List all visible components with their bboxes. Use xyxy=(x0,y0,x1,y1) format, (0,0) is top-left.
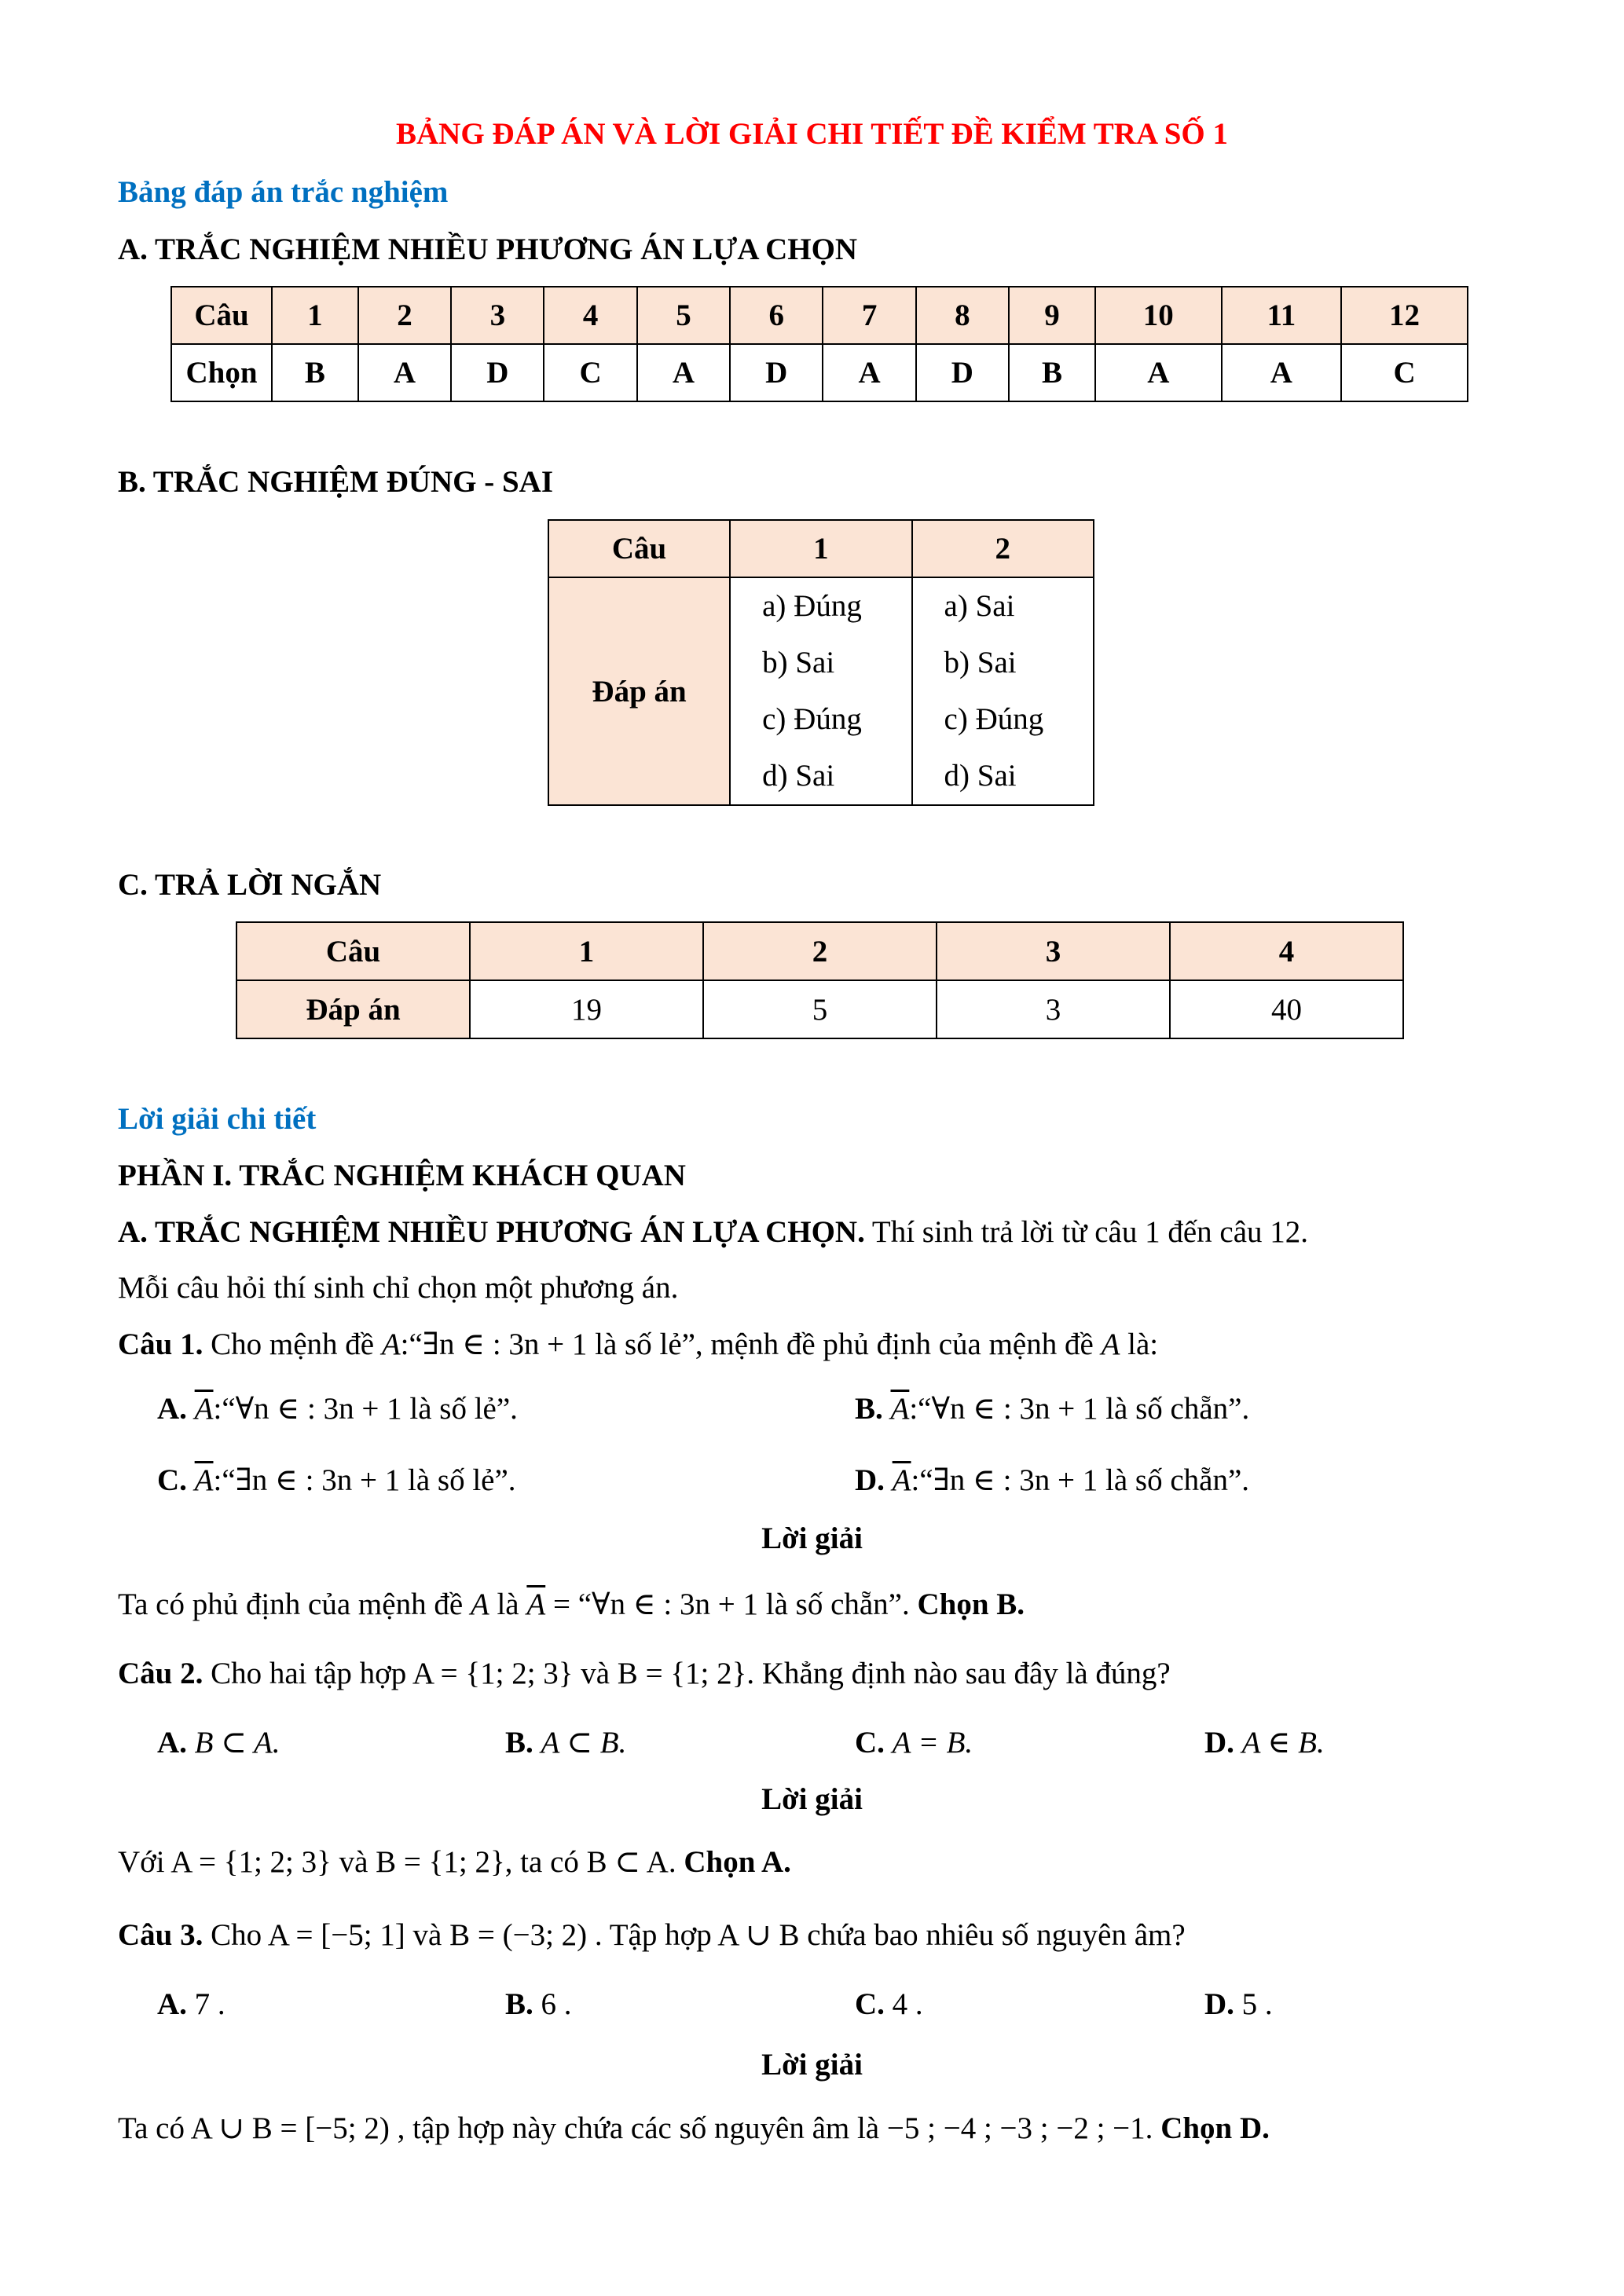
option-letter: A. xyxy=(157,1392,187,1426)
question-cell: 7 xyxy=(823,287,915,344)
answer-cell: C xyxy=(544,344,636,401)
negated-var: $\overline{A}$ xyxy=(194,1463,214,1497)
answer-cell: 19 xyxy=(470,980,703,1038)
option-text: A ∈ B. xyxy=(1241,1726,1325,1760)
answer-item: a) Sai xyxy=(944,589,1015,623)
question-cell: 4 xyxy=(544,287,636,344)
option-text: A ⊂ B. xyxy=(541,1726,627,1760)
part-1-intro xyxy=(118,1214,1308,1250)
question-cell: 2 xyxy=(912,520,1094,577)
question-2 xyxy=(118,1656,1171,1691)
answer-cell: 3 xyxy=(937,980,1170,1038)
solution-label: Lời giải xyxy=(761,1782,863,1816)
option-text: B ⊂ A. xyxy=(194,1726,280,1760)
solution-text: Ta có A ∪ B = [−5; 2) , tập hợp này chứa các số nguyên âm là −5 ; −4 ; −3 ; −2 ; −1. xyxy=(118,2111,1161,2145)
row-label: Câu xyxy=(236,922,470,980)
section-a-heading: A. TRẮC NGHIỆM NHIỀU PHƯƠNG ÁN LỰA CHỌN xyxy=(118,233,858,266)
math-var: A xyxy=(470,1587,489,1621)
answer-cell: D xyxy=(730,344,823,401)
solution-text: = “∀n ∈ : 3n + 1 là số chẵn”. xyxy=(545,1587,918,1621)
table-row-answers xyxy=(171,344,1468,401)
question-cell: 4 xyxy=(1170,922,1403,980)
question-cell: 5 xyxy=(637,287,730,344)
option-letter: B. xyxy=(855,1392,883,1426)
negated-var: $\overline{A}$ xyxy=(890,1392,910,1426)
part-1-intro-line2: Mỗi câu hỏi thí sinh chỉ chọn một phương án. xyxy=(118,1271,679,1305)
section-a-table xyxy=(170,286,1468,402)
answer-item: a) Đúng xyxy=(762,589,862,623)
option-d xyxy=(1204,1987,1273,2022)
answer-item: b) Sai xyxy=(944,646,1017,679)
question-cell: 1 xyxy=(730,520,911,577)
solution-text: Ta có phủ định của mệnh đề xyxy=(118,1587,471,1621)
option-c xyxy=(855,1987,923,2022)
solution-2 xyxy=(118,1844,791,1880)
option-letter: C. xyxy=(157,1463,187,1497)
question-label: Câu 1. xyxy=(118,1327,203,1361)
option-letter: B. xyxy=(505,1726,533,1760)
option-c xyxy=(157,1463,516,1498)
option-d xyxy=(855,1463,1249,1498)
solution-pick: Chọn D. xyxy=(1160,2111,1270,2145)
answer-cell: A xyxy=(637,344,730,401)
row-label: Chọn xyxy=(171,344,272,401)
option-letter: C. xyxy=(855,1987,885,2021)
option-a xyxy=(157,1725,280,1760)
answer-cell: A xyxy=(823,344,915,401)
math-var: A xyxy=(1101,1327,1120,1361)
option-letter: D. xyxy=(1204,1987,1234,2021)
question-cell: 10 xyxy=(1095,287,1222,344)
answer-cell: 5 xyxy=(703,980,937,1038)
solution-label: Lời giải xyxy=(761,1522,863,1555)
negated-var: $\overline{A}$ xyxy=(194,1392,214,1426)
option-b xyxy=(855,1391,1249,1426)
option-b xyxy=(505,1987,572,2022)
answer-cell: D xyxy=(451,344,544,401)
negated-var: $\overline{A}$ xyxy=(526,1587,546,1621)
question-cell: 1 xyxy=(470,922,703,980)
question-1 xyxy=(118,1327,1158,1362)
question-cell: 12 xyxy=(1341,287,1468,344)
option-d xyxy=(1204,1725,1325,1760)
solution-text: Với A = {1; 2; 3} và B = {1; 2}, ta có B ⊂ A. xyxy=(118,1845,684,1879)
table-row-questions xyxy=(548,520,1094,577)
question-text: :“∃n ∈ : 3n + 1 là số lẻ”, mệnh đề phủ định của mệnh đề xyxy=(400,1327,1102,1361)
option-text: 5 . xyxy=(1241,1987,1273,2021)
row-label: Câu xyxy=(548,520,730,577)
math-var: A xyxy=(381,1327,401,1361)
answer-list-1 xyxy=(730,577,911,805)
answer-item: c) Đúng xyxy=(944,702,1044,736)
answer-key-heading: Bảng đáp án trắc nghiệm xyxy=(118,175,449,209)
option-text: :“∃n ∈ : 3n + 1 là số chẵn”. xyxy=(911,1463,1250,1497)
answer-cell: C xyxy=(1341,344,1468,401)
option-text: :“∀n ∈ : 3n + 1 là số chẵn”. xyxy=(909,1392,1250,1426)
answer-cell: B xyxy=(1009,344,1095,401)
negated-var: $\overline{A}$ xyxy=(892,1463,911,1497)
solution-text: là xyxy=(489,1587,527,1621)
answer-item: c) Đúng xyxy=(762,702,862,736)
question-cell: 2 xyxy=(703,922,937,980)
question-text: Cho hai tập hợp A = {1; 2; 3} và B = {1; 2}. Khẳng định nào sau đây là đúng? xyxy=(203,1657,1171,1690)
option-c xyxy=(855,1725,973,1760)
answer-cell: A xyxy=(1095,344,1222,401)
option-a xyxy=(157,1987,225,2022)
section-b-heading: B. TRẮC NGHIỆM ĐÚNG - SAI xyxy=(118,465,553,499)
question-cell: 8 xyxy=(916,287,1009,344)
section-b-table xyxy=(548,519,1094,806)
question-text: Cho A = [−5; 1] và B = (−3; 2) . Tập hợp A ∪ B chứa bao nhiêu số nguyên âm? xyxy=(203,1918,1186,1952)
question-cell: 1 xyxy=(272,287,358,344)
detail-heading: Lời giải chi tiết xyxy=(118,1102,317,1136)
solution-label: Lời giải xyxy=(761,2048,863,2082)
option-text: :“∃n ∈ : 3n + 1 là số lẻ”. xyxy=(213,1463,516,1497)
option-text: 6 . xyxy=(541,1987,572,2021)
solution-1 xyxy=(118,1587,1025,1622)
table-row-answers xyxy=(236,980,1403,1038)
option-b xyxy=(505,1725,626,1760)
answer-cell: A xyxy=(358,344,451,401)
option-text: A = B. xyxy=(892,1726,973,1760)
question-text: là: xyxy=(1120,1327,1159,1361)
solution-pick: Chọn A. xyxy=(684,1845,791,1879)
option-letter: A. xyxy=(157,1726,187,1760)
question-cell: 6 xyxy=(730,287,823,344)
answer-cell: B xyxy=(272,344,358,401)
intro-bold: A. TRẮC NGHIỆM NHIỀU PHƯƠNG ÁN LỰA CHỌN. xyxy=(118,1215,865,1249)
answer-item: d) Sai xyxy=(944,759,1017,793)
table-row-answers xyxy=(548,577,1094,805)
row-label: Đáp án xyxy=(236,980,470,1038)
section-c-heading: C. TRẢ LỜI NGẮN xyxy=(118,868,382,902)
question-cell: 3 xyxy=(937,922,1170,980)
page-title: BẢNG ĐÁP ÁN VÀ LỜI GIẢI CHI TIẾT ĐỀ KIỂM TRA SỐ 1 xyxy=(395,117,1229,151)
option-letter: B. xyxy=(505,1987,533,2021)
question-label: Câu 2. xyxy=(118,1657,203,1690)
option-a xyxy=(157,1391,518,1426)
option-text: 4 . xyxy=(892,1987,923,2021)
answer-list-2 xyxy=(912,577,1094,805)
option-letter: D. xyxy=(855,1463,885,1497)
question-cell: 11 xyxy=(1222,287,1341,344)
question-text: Cho mệnh đề xyxy=(203,1327,382,1361)
section-c-table xyxy=(236,921,1404,1039)
option-text: :“∀n ∈ : 3n + 1 là số lẻ”. xyxy=(213,1392,518,1426)
table-row-questions xyxy=(236,922,1403,980)
question-label: Câu 3. xyxy=(118,1918,203,1952)
solution-3 xyxy=(118,2111,1270,2146)
answer-item: d) Sai xyxy=(762,759,835,793)
solution-pick: Chọn B. xyxy=(917,1587,1025,1621)
answer-item: b) Sai xyxy=(762,646,835,679)
option-letter: C. xyxy=(855,1726,885,1760)
option-letter: A. xyxy=(157,1987,187,2021)
question-cell: 2 xyxy=(358,287,451,344)
row-label: Câu xyxy=(171,287,272,344)
part-1-heading: PHẦN I. TRẮC NGHIỆM KHÁCH QUAN xyxy=(118,1159,686,1192)
answer-cell: 40 xyxy=(1170,980,1403,1038)
answer-cell: D xyxy=(916,344,1009,401)
table-row-questions xyxy=(171,287,1468,344)
question-3 xyxy=(118,1917,1186,1953)
question-cell: 9 xyxy=(1009,287,1095,344)
intro-rest: Thí sinh trả lời từ câu 1 đến câu 12. xyxy=(864,1215,1309,1249)
option-text: 7 . xyxy=(194,1987,225,2021)
row-label: Đáp án xyxy=(548,577,730,805)
option-letter: D. xyxy=(1204,1726,1234,1760)
question-cell: 3 xyxy=(451,287,544,344)
answer-cell: A xyxy=(1222,344,1341,401)
